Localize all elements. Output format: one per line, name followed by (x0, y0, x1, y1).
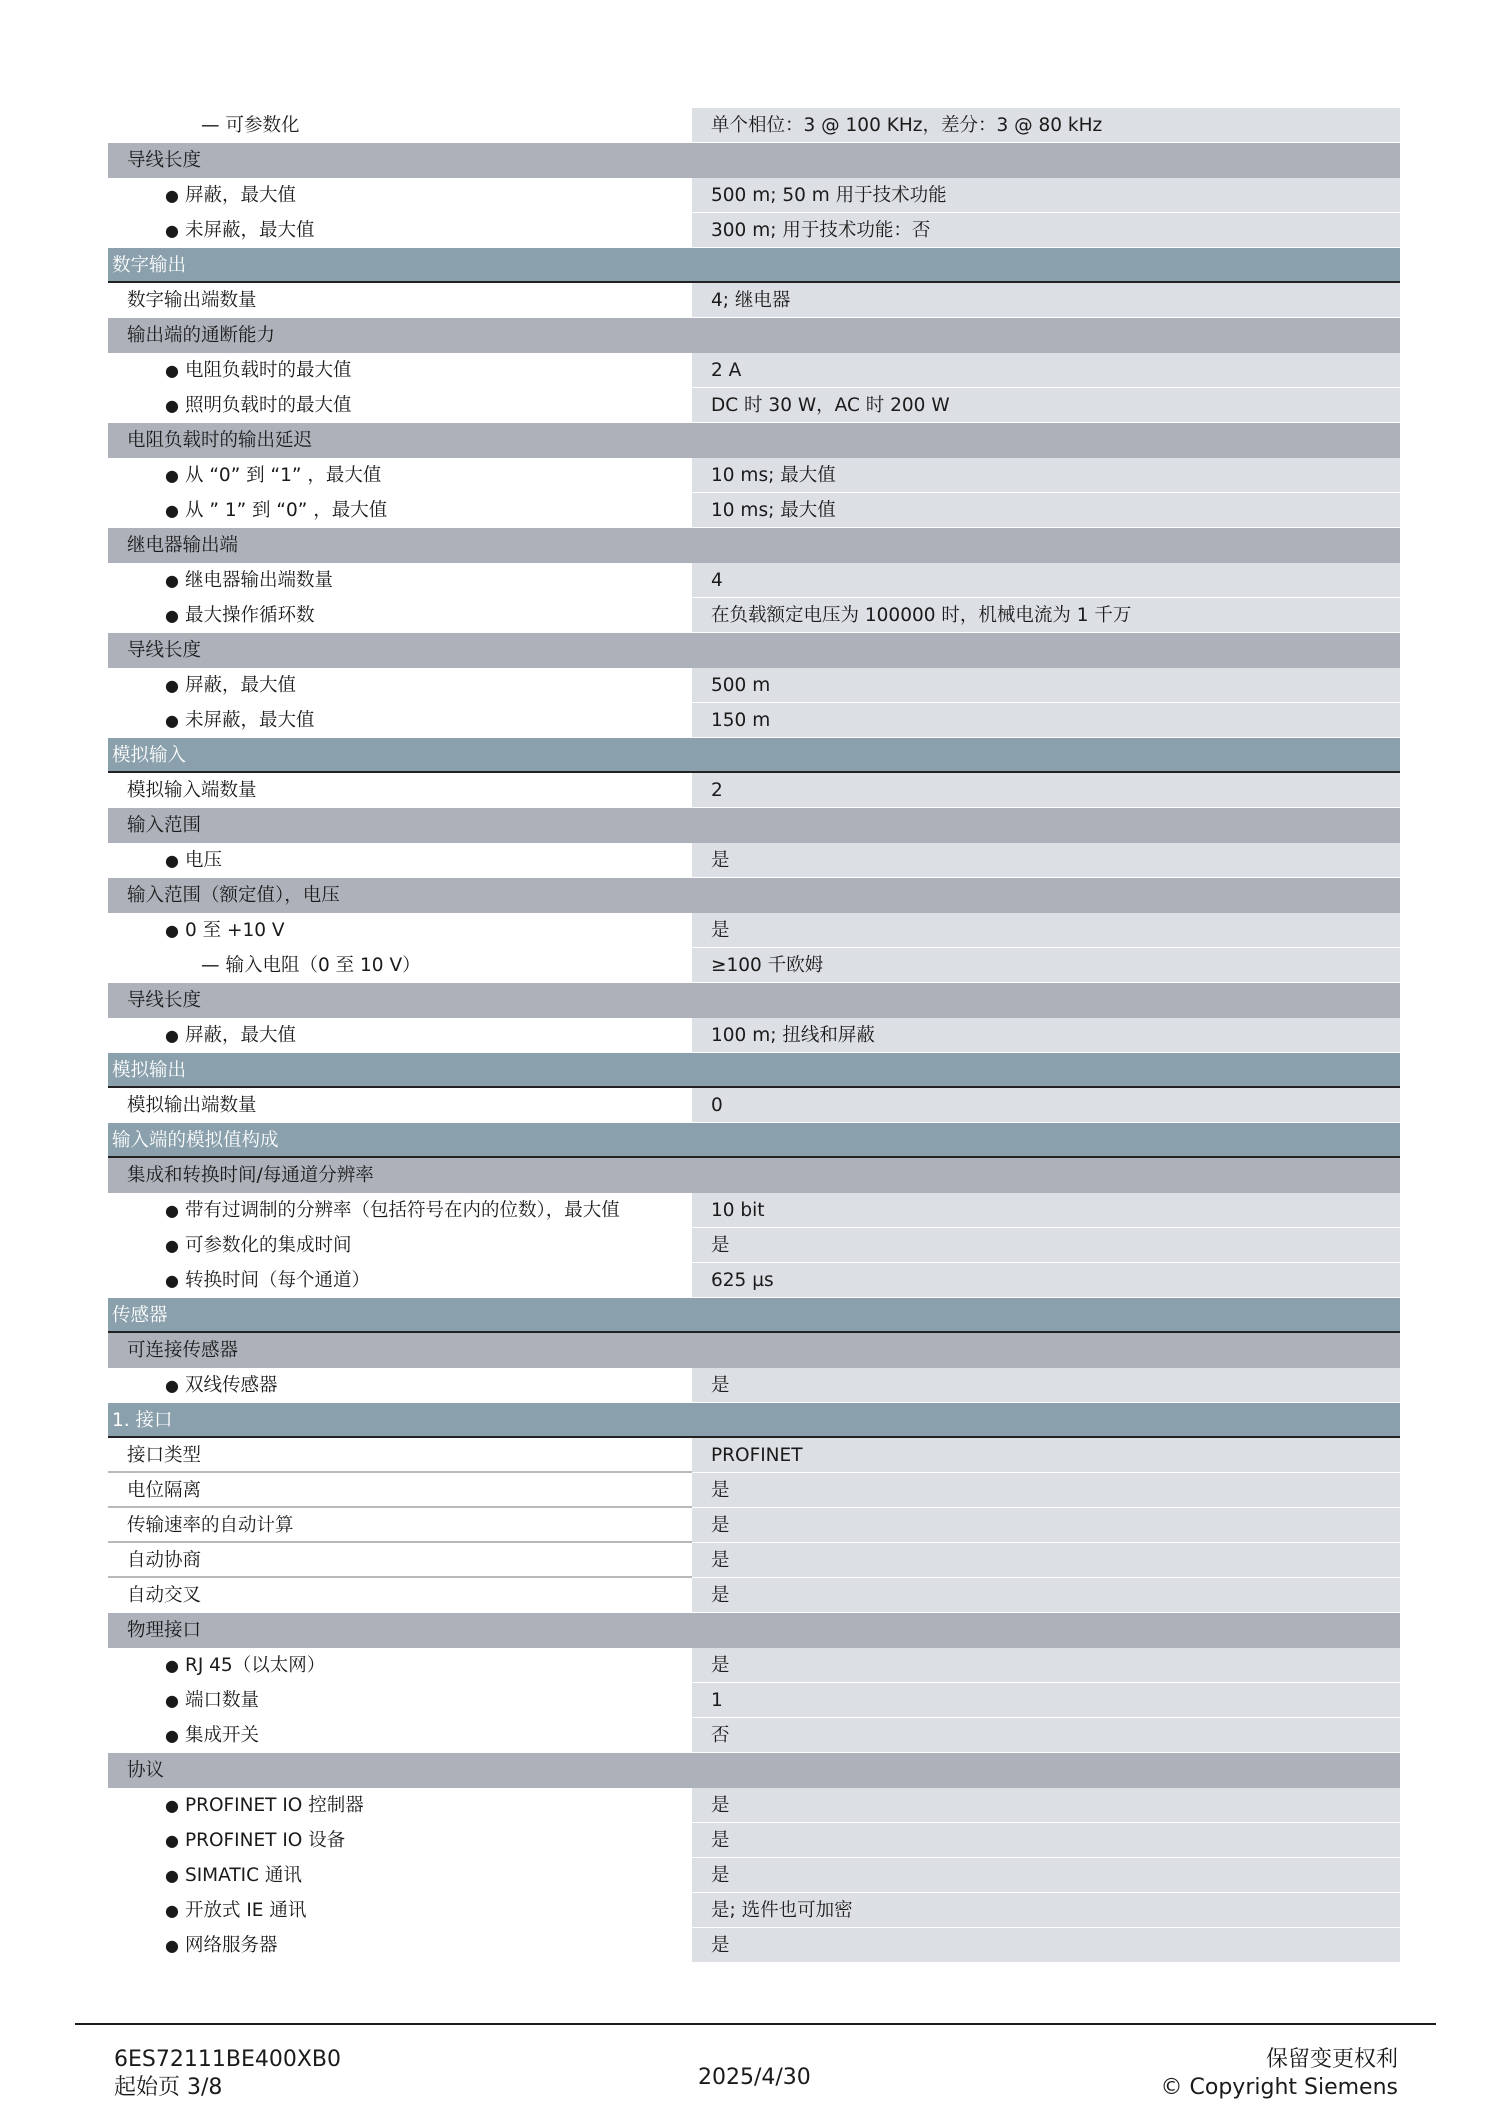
label-text: 模拟输入 (112, 745, 187, 766)
dash-icon: — (201, 955, 220, 976)
spec-value: 是 (692, 1543, 1400, 1578)
spec-value: 单个相位：3 @ 100 KHz，差分：3 @ 80 kHz (692, 108, 1400, 143)
rights-notice: 保留变更权利 (1265, 2047, 1398, 2072)
spec-label (108, 528, 692, 563)
spec-label (108, 1683, 692, 1718)
spec-label (108, 353, 692, 388)
spec-label (108, 213, 692, 248)
spec-label (108, 178, 692, 213)
spec-value: 是 (692, 1473, 1400, 1508)
spec-value: 否 (692, 1718, 1400, 1753)
spec-label (108, 1298, 692, 1331)
spec-row (108, 353, 1400, 388)
spec-label (108, 1088, 692, 1123)
bullet-icon: ● (165, 851, 179, 870)
spec-label (108, 668, 692, 703)
spec-value: 是 (692, 1648, 1400, 1683)
spec-value (692, 423, 1400, 458)
spec-label (108, 143, 692, 178)
subsection-header (108, 633, 1400, 668)
spec-label (108, 1438, 692, 1473)
bullet-icon: ● (165, 1201, 179, 1220)
spec-row (108, 1368, 1400, 1403)
spec-value (692, 1123, 1400, 1156)
spec-label (108, 738, 692, 771)
label-text: 从 ” 1” 到 “0” ，最大值 (184, 500, 388, 521)
label-text: 输入范围（额定值），电压 (127, 885, 340, 906)
label-text: 可参数化的集成时间 (184, 1235, 352, 1256)
label-text: 导线长度 (127, 150, 202, 171)
spec-label (108, 318, 692, 353)
label-text: 传感器 (112, 1305, 168, 1326)
label-text: 屏蔽，最大值 (184, 185, 296, 206)
label-text: PROFINET IO 设备 (184, 1830, 346, 1851)
bullet-icon: ● (165, 1236, 179, 1255)
spec-value: 1 (692, 1683, 1400, 1718)
label-text: 未屏蔽，最大值 (184, 220, 315, 241)
label-text: 导线长度 (127, 640, 202, 661)
bullet-icon: ● (165, 711, 179, 730)
spec-label (108, 563, 692, 598)
label-text: RJ 45（以太网） (184, 1655, 326, 1676)
spec-label (108, 1578, 692, 1613)
spec-label (108, 1858, 692, 1893)
spec-row (108, 1263, 1400, 1298)
label-text: 输入电阻（0 至 10 V） (225, 955, 421, 976)
spec-label (108, 1368, 692, 1403)
spec-value: 是 (692, 1823, 1400, 1858)
spec-label (108, 1403, 692, 1436)
label-text: 自动交叉 (127, 1585, 202, 1606)
spec-row (108, 1858, 1400, 1893)
spec-row (108, 1893, 1400, 1928)
spec-label (108, 1753, 692, 1788)
label-text: 输出端的通断能力 (127, 325, 276, 346)
bullet-icon: ● (165, 571, 179, 590)
spec-row (108, 1823, 1400, 1858)
bullet-icon: ● (165, 1691, 179, 1710)
subsection-header (108, 528, 1400, 563)
spec-label (108, 633, 692, 668)
spec-row (108, 108, 1400, 143)
spec-row (108, 703, 1400, 738)
spec-label (108, 1123, 692, 1156)
spec-row (108, 178, 1400, 213)
subsection-header (108, 423, 1400, 458)
spec-value: 150 m (692, 703, 1400, 738)
spec-row (108, 1578, 1400, 1613)
spec-row (108, 948, 1400, 983)
label-text: 端口数量 (184, 1690, 259, 1711)
label-text: 输入范围 (127, 815, 202, 836)
spec-row (108, 1193, 1400, 1228)
spec-value: DC 时 30 W，AC 时 200 W (692, 388, 1400, 423)
spec-row (108, 1088, 1400, 1123)
subsection-header (108, 808, 1400, 843)
bullet-icon: ● (165, 361, 179, 380)
bullet-icon: ● (165, 1656, 179, 1675)
spec-label (108, 1648, 692, 1683)
spec-value: 是 (692, 843, 1400, 878)
label-text: 可参数化 (225, 115, 300, 136)
spec-row (108, 843, 1400, 878)
label-text: 照明负载时的最大值 (184, 395, 352, 416)
spec-value (692, 1158, 1400, 1193)
label-text: 屏蔽，最大值 (184, 675, 296, 696)
bullet-icon: ● (165, 1936, 179, 1955)
spec-label (108, 1193, 692, 1228)
spec-label (108, 1543, 692, 1578)
spec-value: 4 (692, 563, 1400, 598)
spec-label (108, 1508, 692, 1543)
spec-label (108, 1473, 692, 1508)
subsection-header (108, 318, 1400, 353)
label-text: 0 至 +10 V (184, 920, 285, 941)
spec-label (108, 1018, 692, 1053)
label-text: 接口类型 (127, 1445, 202, 1466)
spec-value: 10 ms; 最大值 (692, 493, 1400, 528)
page-number: 起始页 3/8 (114, 2075, 223, 2100)
label-text: 物理接口 (127, 1620, 202, 1641)
bullet-icon: ● (165, 1866, 179, 1885)
label-text: 屏蔽，最大值 (184, 1025, 296, 1046)
spec-value: 500 m (692, 668, 1400, 703)
spec-row (108, 388, 1400, 423)
spec-row (108, 283, 1400, 318)
bullet-icon: ● (165, 606, 179, 625)
spec-value (692, 248, 1400, 281)
spec-label (108, 703, 692, 738)
spec-label (108, 878, 692, 913)
spec-label (108, 283, 692, 318)
spec-row (108, 1648, 1400, 1683)
bullet-icon: ● (165, 1831, 179, 1850)
section-header (108, 1053, 1400, 1088)
spec-label (108, 1158, 692, 1193)
article-number: 6ES72111BE400XB0 (114, 2047, 341, 2072)
spec-row (108, 1788, 1400, 1823)
section-header (108, 1123, 1400, 1158)
label-text: 从 “0” 到 “1” ，最大值 (184, 465, 382, 486)
label-text: 模拟输入端数量 (127, 780, 257, 801)
spec-row (108, 913, 1400, 948)
spec-value: PROFINET (692, 1438, 1400, 1473)
section-header (108, 1403, 1400, 1438)
spec-value (692, 1333, 1400, 1368)
spec-row (108, 1928, 1400, 1963)
subsection-header (108, 983, 1400, 1018)
spec-label (108, 983, 692, 1018)
spec-value: 10 ms; 最大值 (692, 458, 1400, 493)
spec-value: 4; 继电器 (692, 283, 1400, 318)
label-text: 集成和转换时间/每通道分辨率 (127, 1165, 374, 1186)
label-text: 转换时间（每个通道） (184, 1270, 370, 1291)
spec-row (108, 1543, 1400, 1578)
spec-value (692, 1613, 1400, 1648)
label-text: 协议 (127, 1760, 165, 1781)
bullet-icon: ● (165, 1796, 179, 1815)
spec-row (108, 668, 1400, 703)
spec-value: 100 m; 扭线和屏蔽 (692, 1018, 1400, 1053)
spec-value (692, 633, 1400, 668)
spec-label (108, 913, 692, 948)
label-text: 导线长度 (127, 990, 202, 1011)
label-text: 可连接传感器 (127, 1340, 239, 1361)
subsection-header (108, 143, 1400, 178)
bullet-icon: ● (165, 1271, 179, 1290)
spec-value: 0 (692, 1088, 1400, 1123)
label-text: 输入端的模拟值构成 (112, 1130, 279, 1151)
footer-rule (75, 2023, 1436, 2025)
label-text: 模拟输出 (112, 1060, 187, 1081)
spec-row (108, 1228, 1400, 1263)
spec-label (108, 773, 692, 808)
spec-value: 在负载额定电压为 100000 时，机械电流为 1 千万 (692, 598, 1400, 633)
spec-label (108, 458, 692, 493)
spec-label (108, 948, 692, 983)
spec-value: 是 (692, 1368, 1400, 1403)
spec-value: 10 bit (692, 1193, 1400, 1228)
spec-row (108, 493, 1400, 528)
section-header (108, 738, 1400, 773)
subsection-header (108, 1333, 1400, 1368)
spec-row (108, 1718, 1400, 1753)
spec-value: ≥100 千欧姆 (692, 948, 1400, 983)
spec-row (108, 1683, 1400, 1718)
spec-value (692, 878, 1400, 913)
spec-value: 是 (692, 1788, 1400, 1823)
spec-label (108, 1718, 692, 1753)
label-text: 1. 接口 (112, 1410, 173, 1431)
spec-value (692, 1053, 1400, 1086)
spec-label (108, 843, 692, 878)
label-text: PROFINET IO 控制器 (184, 1795, 364, 1816)
spec-value: 是; 选件也可加密 (692, 1893, 1400, 1928)
spec-value: 是 (692, 1858, 1400, 1893)
spec-label (108, 1823, 692, 1858)
spec-label (108, 1893, 692, 1928)
spec-value (692, 528, 1400, 563)
label-text: 双线传感器 (184, 1375, 278, 1396)
spec-row (108, 773, 1400, 808)
label-text: 传输速率的自动计算 (127, 1515, 294, 1536)
bullet-icon: ● (165, 1026, 179, 1045)
spec-label (108, 1928, 692, 1963)
spec-label (108, 1788, 692, 1823)
bullet-icon: ● (165, 501, 179, 520)
spec-value: 是 (692, 1578, 1400, 1613)
spec-value (692, 1403, 1400, 1436)
bullet-icon: ● (165, 186, 179, 205)
bullet-icon: ● (165, 1376, 179, 1395)
subsection-header (108, 878, 1400, 913)
label-text: 电压 (184, 850, 222, 871)
spec-label (108, 1613, 692, 1648)
spec-value (692, 808, 1400, 843)
spec-value: 是 (692, 913, 1400, 948)
spec-row (108, 1438, 1400, 1473)
bullet-icon: ● (165, 676, 179, 695)
label-text: 未屏蔽，最大值 (184, 710, 315, 731)
spec-label (108, 1228, 692, 1263)
spec-label (108, 388, 692, 423)
copyright-notice: © Copyright Siemens (1160, 2075, 1398, 2100)
label-text: 电阻负载时的最大值 (184, 360, 352, 381)
label-text: 数字输出 (112, 255, 187, 276)
spec-label (108, 493, 692, 528)
spec-label (108, 598, 692, 633)
spec-row (108, 1473, 1400, 1508)
bullet-icon: ● (165, 221, 179, 240)
spec-value: 625 µs (692, 1263, 1400, 1298)
label-text: 模拟输出端数量 (127, 1095, 257, 1116)
footer-right (1161, 2046, 1398, 2102)
label-text: 网络服务器 (184, 1935, 278, 1956)
label-text: 集成开关 (184, 1725, 259, 1746)
spec-value (692, 983, 1400, 1018)
label-text: 电位隔离 (127, 1480, 202, 1501)
spec-value: 是 (692, 1928, 1400, 1963)
spec-value: 是 (692, 1508, 1400, 1543)
spec-label (108, 1053, 692, 1086)
label-text: 继电器输出端数量 (184, 570, 333, 591)
spec-label (108, 1333, 692, 1368)
spec-label (108, 108, 692, 143)
spec-row (108, 563, 1400, 598)
spec-value (692, 1298, 1400, 1331)
spec-row (108, 1508, 1400, 1543)
bullet-icon: ● (165, 1726, 179, 1745)
spec-label (108, 423, 692, 458)
footer-left (114, 2046, 341, 2102)
spec-row (108, 598, 1400, 633)
footer-date: 2025/4/30 (698, 2065, 811, 2090)
spec-value: 2 A (692, 353, 1400, 388)
spec-value: 500 m; 50 m 用于技术功能 (692, 178, 1400, 213)
dash-icon: — (201, 115, 220, 136)
bullet-icon: ● (165, 1901, 179, 1920)
label-text: 继电器输出端 (127, 535, 239, 556)
label-text: 开放式 IE 通讯 (184, 1900, 307, 1921)
label-text: 电阻负载时的输出延迟 (127, 430, 313, 451)
spec-row (108, 1018, 1400, 1053)
label-text: 最大操作循环数 (184, 605, 315, 626)
spec-row (108, 458, 1400, 493)
bullet-icon: ● (165, 466, 179, 485)
spec-value (692, 738, 1400, 771)
spec-value (692, 143, 1400, 178)
bullet-icon: ● (165, 921, 179, 940)
spec-row (108, 213, 1400, 248)
spec-value: 是 (692, 1228, 1400, 1263)
label-text: 带有过调制的分辨率（包括符号在内的位数），最大值 (184, 1200, 620, 1221)
spec-label (108, 248, 692, 281)
spec-value (692, 1753, 1400, 1788)
label-text: 数字输出端数量 (127, 290, 257, 311)
subsection-header (108, 1158, 1400, 1193)
spec-table (108, 108, 1400, 1963)
spec-label (108, 808, 692, 843)
label-text: SIMATIC 通讯 (184, 1865, 302, 1886)
section-header (108, 248, 1400, 283)
spec-label (108, 1263, 692, 1298)
section-header (108, 1298, 1400, 1333)
subsection-header (108, 1753, 1400, 1788)
bullet-icon: ● (165, 396, 179, 415)
spec-value (692, 318, 1400, 353)
spec-value: 2 (692, 773, 1400, 808)
label-text: 自动协商 (127, 1550, 202, 1571)
spec-value: 300 m; 用于技术功能：否 (692, 213, 1400, 248)
subsection-header (108, 1613, 1400, 1648)
